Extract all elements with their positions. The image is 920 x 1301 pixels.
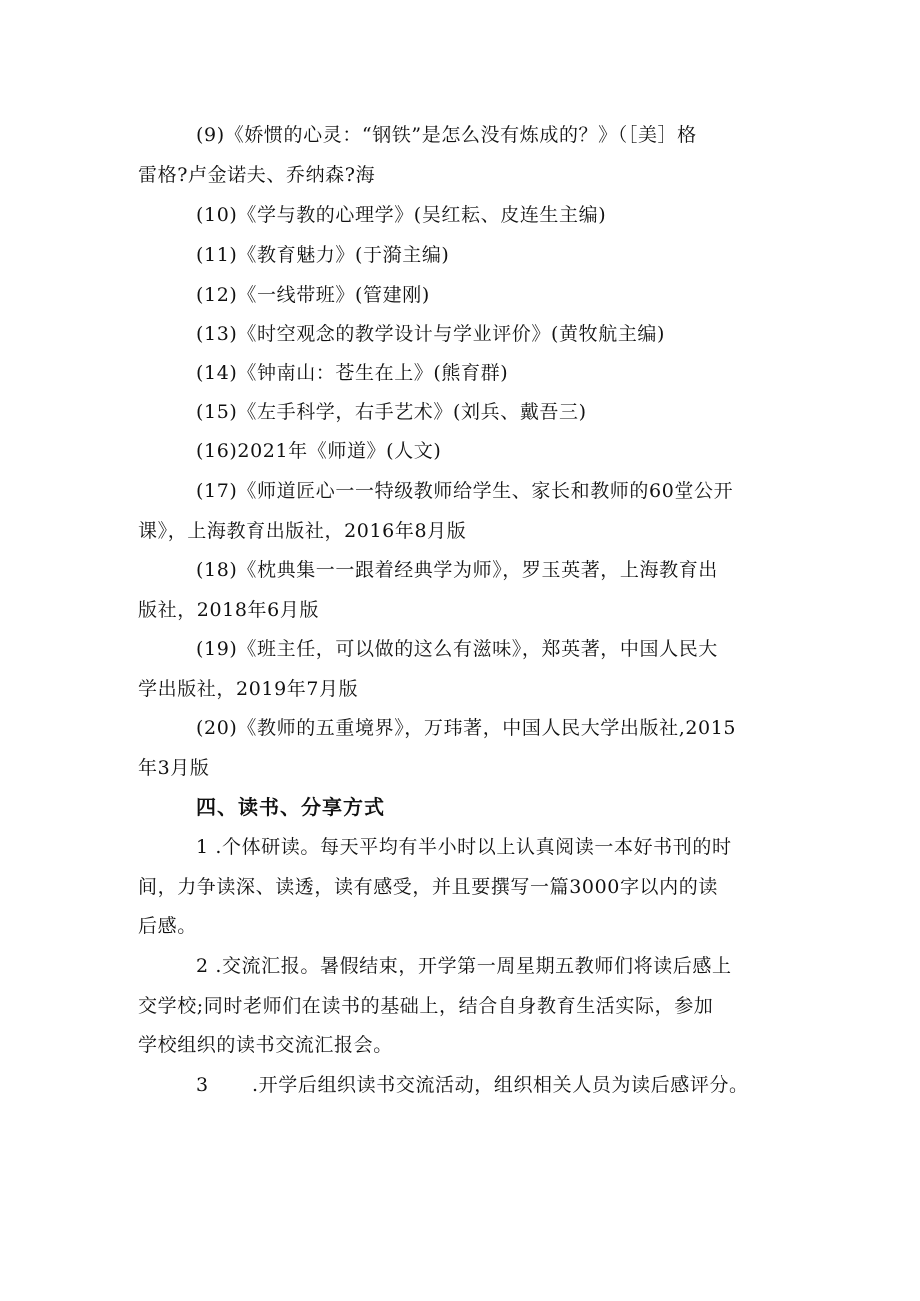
reference-12: (12)《一线带班》(管建刚) [196, 284, 430, 306]
reference-18-line-1: (18)《枕典集一一跟着经典学为师》，罗玉英著，上海教育出 [196, 559, 718, 581]
reference-15: (15)《左手科学，右手艺术》(刘兵、戴吾三) [196, 401, 587, 423]
reference-18-line-2: 版社，2018年6月版 [138, 599, 320, 621]
item-1-line-1: 1 .个体研读。每天平均有半小时以上认真阅读一本好书刊的时 [196, 836, 732, 858]
item-1-line-3: 后感。 [138, 915, 197, 937]
item-1-line-2: 间，力争读深、读透，读有感受，并且要撰写一篇3000字以内的读 [138, 876, 718, 898]
item-2-line-1: 2 .交流汇报。暑假结束，开学第一周星期五教师们将读后感上 [196, 955, 732, 977]
reference-20-line-1: (20)《教师的五重境界》，万玮著，中国人民大学出版社,2015 [196, 717, 737, 739]
reference-13: (13)《时空观念的教学设计与学业评价》(黄牧航主编) [196, 323, 666, 345]
reference-10: (10)《学与教的心理学》(吴红耘、皮连生主编) [196, 204, 607, 226]
reference-9-line-2: 雷格?卢金诺夫、乔纳森?海 [138, 164, 376, 186]
reference-19-line-2: 学出版社，2019年7月版 [138, 678, 359, 700]
reference-19-line-1: (19)《班主任，可以做的这么有滋味》，郑英著，中国人民大 [196, 638, 718, 660]
reference-11: (11)《教育魅力》(于漪主编) [196, 244, 450, 266]
item-3-text: .开学后组织读书交流活动，组织相关人员为读后感评分。 [252, 1074, 749, 1096]
item-2-line-3: 学校组织的读书交流汇报会。 [138, 1034, 393, 1056]
item-2-line-2: 交学校;同时老师们在读书的基础上，结合自身教育生活实际，参加 [138, 995, 714, 1017]
item-3 [196, 1072, 806, 1098]
reference-17-line-2: 课》，上海教育出版社，2016年8月版 [138, 520, 467, 542]
reference-9-line-1: (9)《娇惯的心灵：“钢铁”是怎么没有炼成的？》（［美］格 [196, 124, 697, 146]
reference-20-line-2: 年3月版 [138, 757, 210, 779]
reference-14: (14)《钟南山：苍生在上》(熊育群) [196, 362, 509, 384]
reference-16: (16)2021年《师道》(人文) [196, 440, 442, 462]
reference-17-line-1: (17)《师道匠心一一特级教师给学生、家长和教师的60堂公开 [196, 480, 734, 502]
item-3-number: 3 [196, 1074, 209, 1096]
section-heading: 四、读书、分享方式 [196, 795, 385, 819]
